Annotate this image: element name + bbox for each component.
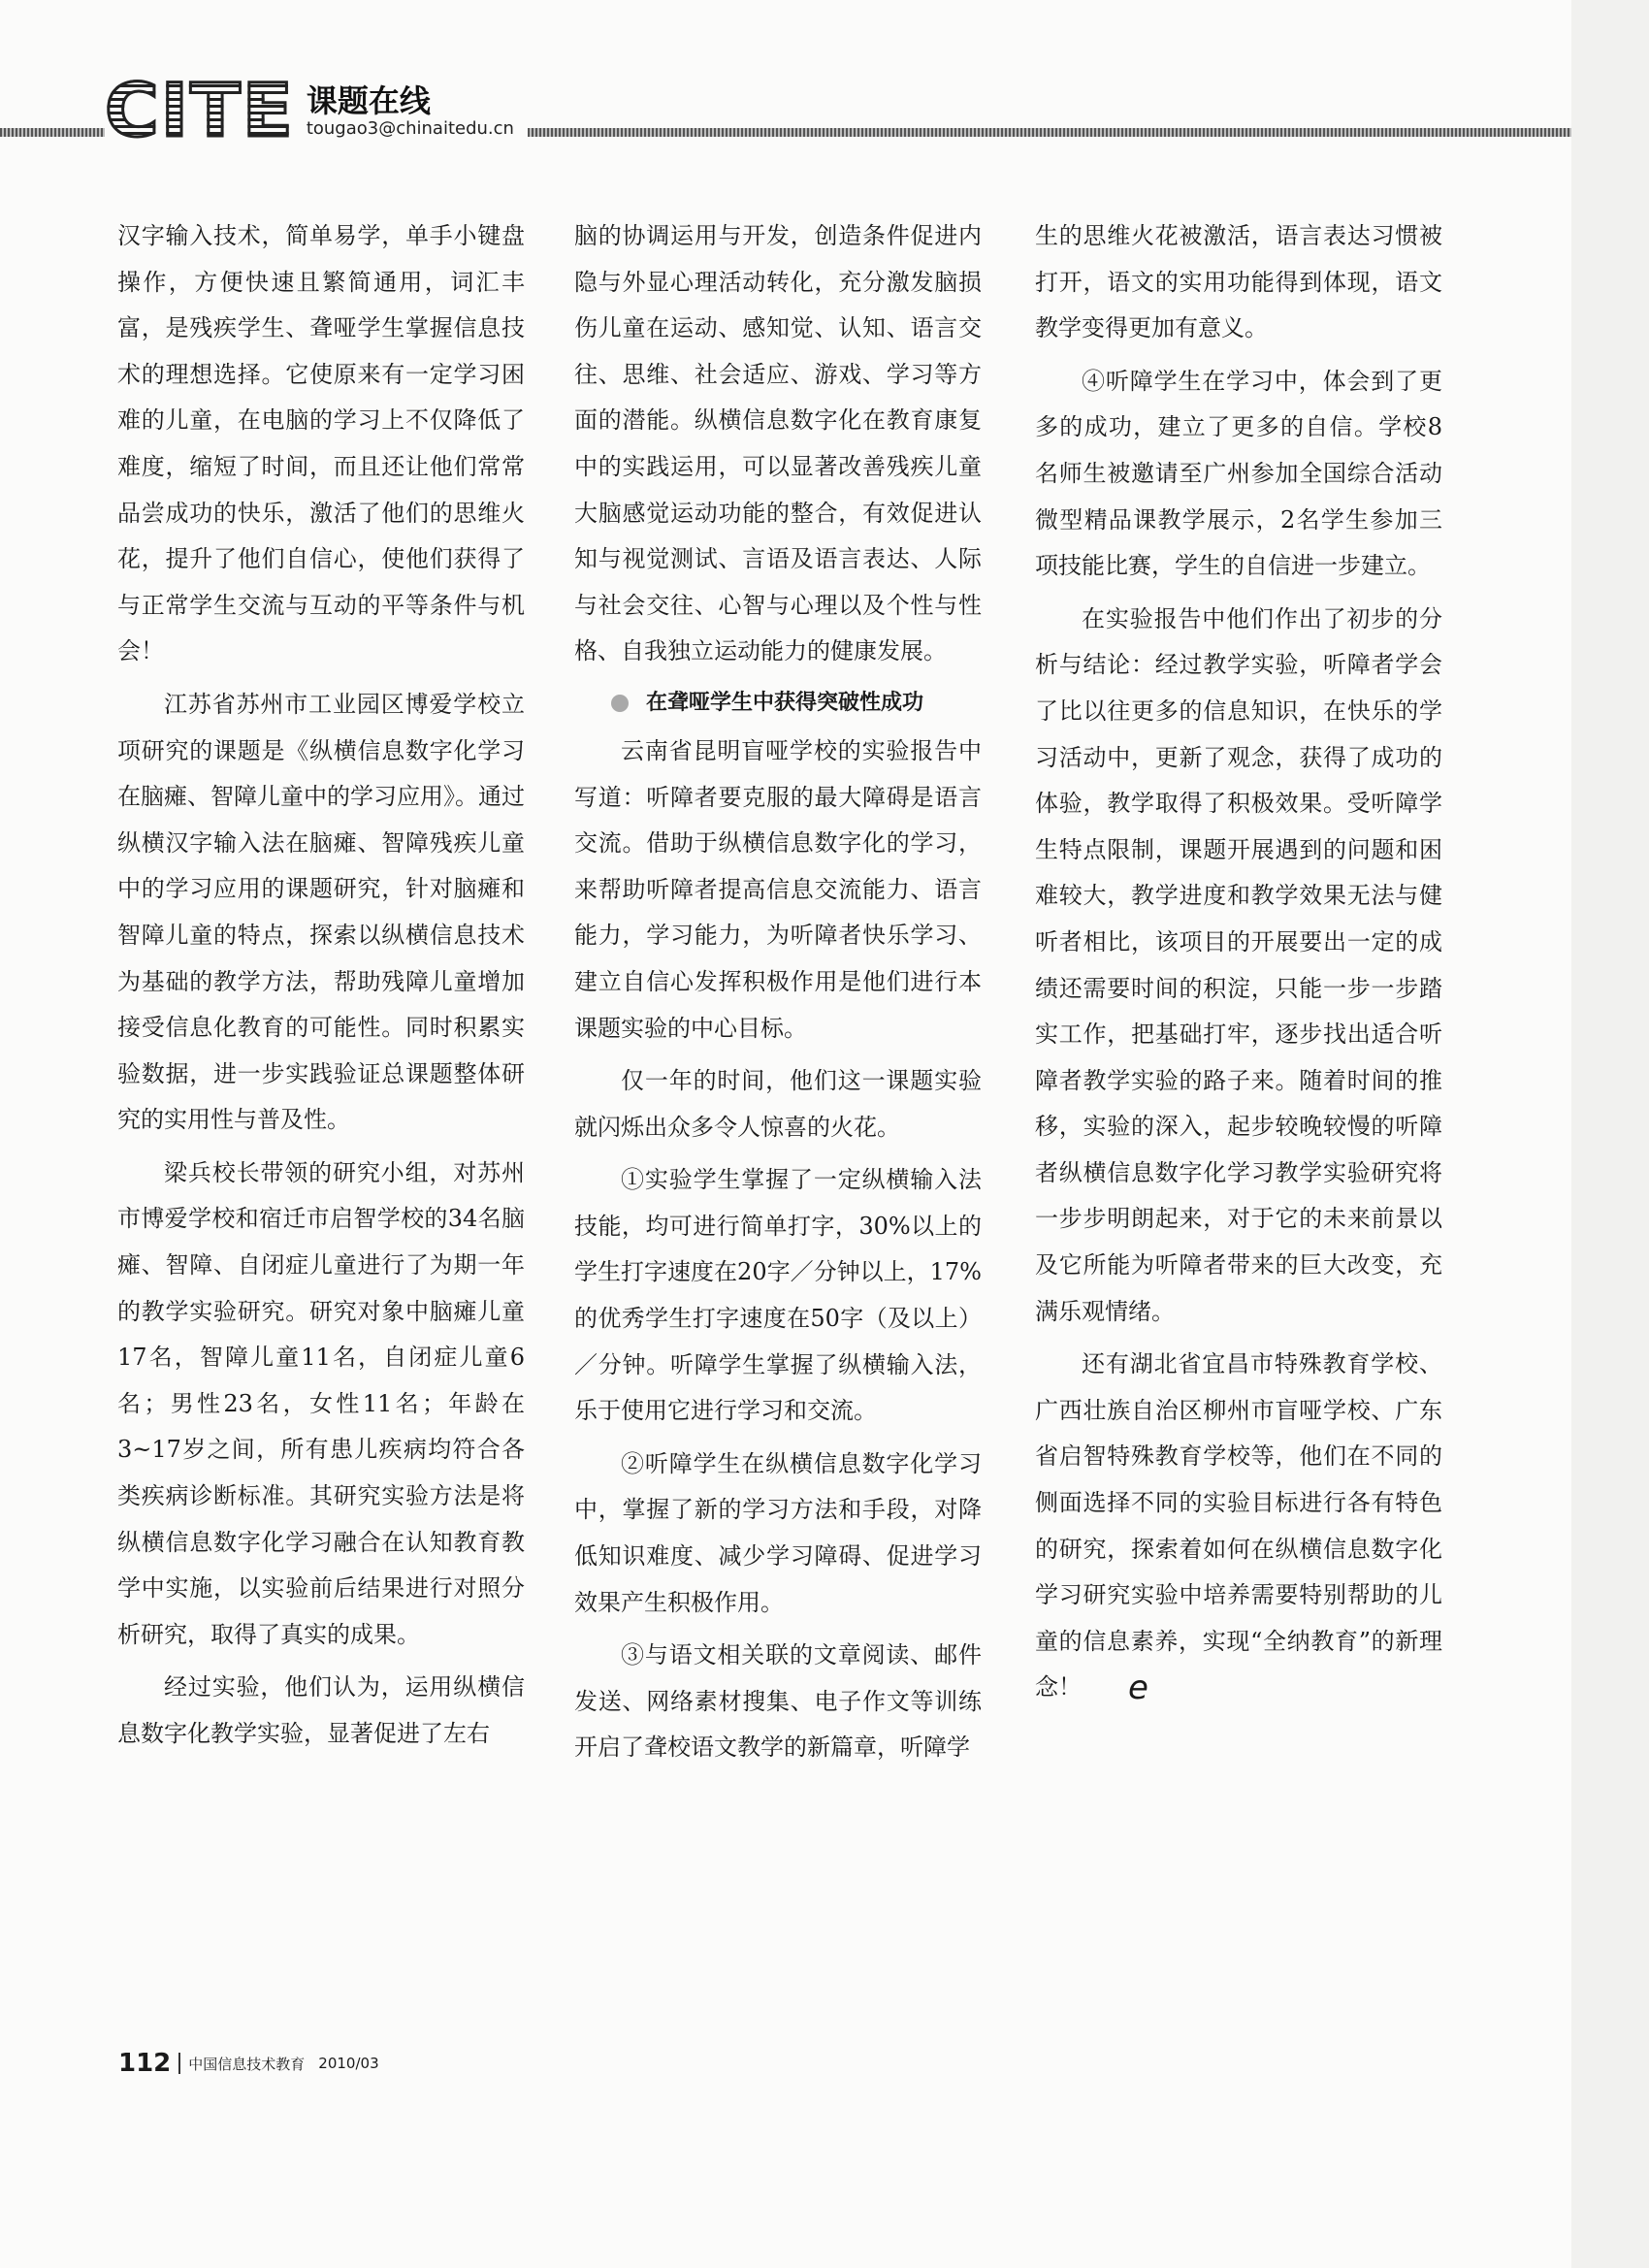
paragraph-text: 还有湖北省宜昌市特殊教育学校、广西壮族自治区柳州市盲哑学校、广东省启智特殊教育学校等，他们在不同的侧面选择不同的实验目标进行各有特色的研究，探索着如何在纵横信息数字化学习研究实验中培养需要特别帮助的儿童的信息素养，实现“全纳教育”的新理念！: [1035, 1350, 1442, 1701]
column-1: [117, 213, 525, 1765]
paragraph: 梁兵校长带领的研究小组，对苏州市博爱学校和宿迁市启智学校的34名脑瘫、智障、自闭症儿童进行了为期一年的教学实验研究。研究对象中脑瘫儿童17名，智障儿童11名，自闭症儿童6名；男性23名，女性11名；年龄在3~17岁之间，所有患儿疾病均符合各类疾病诊断标准。其研究实验方法是将纵横信息数字化学习融合在认知教育教学中实施，以实验前后结果进行对照分析研究，取得了真实的成果。: [117, 1158, 525, 1648]
paragraph: ②听障学生在纵横信息数字化学习中，掌握了新的学习方法和手段，对降低知识难度、减少学习障碍、促进学习效果产生积极作用。: [574, 1449, 982, 1616]
paragraph: 在实验报告中他们作出了初步的分析与结论：经过教学实验，听障者学会了比以往更多的信息知识，在快乐的学习活动中，更新了观念，获得了成功的体验，教学取得了积极效果。受听障学生特点限制，课题开展遇到的问题和困难较大，教学进度和教学效果无法与健听者相比，该项目的开展要出一定的成绩还需要时间的积淀，只能一步一步踏实工作，把基础打牢，逐步找出适合听障者教学实验的路子来。随着时间的推移，实验的深入，起步较晚较慢的听障者纵横信息数字化学习教学实验研究将一步步明朗起来，对于它的未来前景以及它所能为听障者带来的巨大改变，充满乐观情绪。: [1035, 604, 1442, 1325]
cite-logo: CITE: [105, 67, 295, 153]
header-brand: [105, 67, 528, 153]
paragraph: 江苏省苏州市工业园区博爱学校立项研究的课题是《纵横信息数字化学习在脑瘫、智障儿童中的学习应用》。通过纵横汉字输入法在脑瘫、智障残疾儿童中的学习应用的课题研究，针对脑瘫和智障儿童的特点，探索以纵横信息技术为基础的教学方法，帮助残障儿童增加接受信息化教育的可能性。同时积累实验数据，进一步实践验证总课题整体研究的实用性与普及性。: [117, 690, 525, 1134]
page-number: 112: [118, 2049, 172, 2078]
paragraph: 汉字输入技术，简单易学，单手小键盘操作，方便快速且繁简通用，词汇丰富，是残疾学生、聋哑学生掌握信息技术的理想选择。它使原来有一定学习困难的儿童，在电脑的学习上不仅降低了难度，缩短了时间，而且还让他们常常品尝成功的快乐，激活了他们的思维火花，提升了他们自信心，使他们获得了与正常学生交流与互动的平等条件与机会！: [117, 222, 525, 665]
journal-name: 中国信息技术教育: [188, 2055, 306, 2073]
brand-text: [307, 83, 514, 142]
column-3: [1035, 213, 1442, 1718]
paragraph: ③与语文相关联的文章阅读、邮件发送、网络素材搜集、电子作文等训练开启了聋校语文教学的新篇章，听障学: [574, 1641, 982, 1762]
paragraph: 经过实验，他们认为，运用纵横信息数字化教学实验，显著促进了左右: [117, 1673, 525, 1747]
column-2: [574, 213, 982, 1778]
paragraph: 云南省昆明盲哑学校的实验报告中写道：听障者要克服的最大障碍是语言交流。借助于纵横信息数字化的学习，来帮助听障者提高信息交流能力、语言能力，学习能力，为听障者快乐学习、建立自信心发挥积极作用是他们进行本课题实验的中心目标。: [574, 736, 982, 1042]
subheading-text: 在聋哑学生中获得突破性成功: [646, 690, 924, 715]
contact-email[interactable]: tougao3@chinaitedu.cn: [306, 118, 514, 139]
paragraph: 仅一年的时间，他们这一课题实验就闪烁出众多令人惊喜的火花。: [574, 1067, 982, 1141]
paragraph: ①实验学生掌握了一定纵横输入法技能，均可进行简单打字，30%以上的学生打字速度在20字／分钟以上，17%的优秀学生打字速度在50字（及以上）／分钟。听障学生掌握了纵横输入法，乐于使用它进行学习和交流。: [574, 1166, 982, 1425]
paragraph: ④听障学生在学习中，体会到了更多的成功，建立了更多的自信。学校8名师生被邀请至广州参加全国综合活动微型精品课教学展示，2名学生参加三项技能比赛，学生的自信进一步建立。: [1035, 367, 1442, 580]
page-edge-shadow: [1571, 0, 1649, 2268]
paragraph: 脑的协调运用与开发，创造条件促进内隐与外显心理活动转化，充分激发脑损伤儿童在运动、感知觉、认知、语言交往、思维、社会适应、游戏、学习等方面的潜能。纵横信息数字化在教育康复中的实践运用，可以显著改善残疾儿童大脑感觉运动功能的整合，有效促进认知与视觉测试、言语及语言表达、人际与社会交往、心智与心理以及个性与性格、自我独立运动能力的健康发展。: [574, 222, 982, 665]
paragraph: 生的思维火花被激活，语言表达习惯被打开，语文的实用功能得到体现，语文教学变得更加有意义。: [1035, 222, 1442, 342]
issue-date: 2010/03: [318, 2055, 379, 2072]
subheading: [574, 682, 982, 725]
paragraph: [1035, 1342, 1442, 1711]
end-mark-icon: e: [1128, 1669, 1148, 1708]
section-title: 课题在线: [306, 82, 431, 119]
page-footer: [118, 2049, 379, 2078]
page-header: [0, 67, 1571, 153]
footer-divider: [178, 2053, 180, 2074]
circle-bullet-icon: [611, 695, 629, 712]
